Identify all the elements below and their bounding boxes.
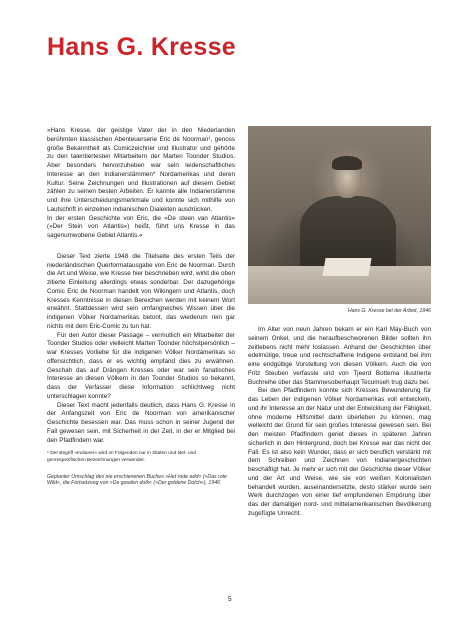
quote-paragraph-2: In der ersten Geschichte von Eric, die »De steen van Atlantis« (»Der Stein von Atlantis«) heißt, führt uns Kresse in das sagenumwobene Gebiet Atlantis.« — [47, 214, 235, 239]
page-title: Hans G. Kresse — [47, 33, 237, 61]
page-number: 5 — [228, 596, 232, 603]
photo-figure-hair — [332, 156, 362, 170]
cover-caption: Geplanter Umschlag des nie erschienenen Buches »Het rode wild« (»Das rote Wild«, die Fortsetzung von »De gouden dolk« (»Der goldene Dolch«), 1946 — [47, 473, 227, 487]
body-paragraph-1: Dieser Text zierte 1948 die Titelseite des ersten Teils der niederländischen Querformatausgabe von Eric de Noorman. Durch die Art und Weise, wie Kresse hier beschrieben wird, wirkt die oben zitierte Einleitung allerdings etwas sonderbar. Der dazugehörige Comic Eric de Noorman handelt von Wikingern und Atlantis, doch Kresses Kenntnisse in diesen Bereichen werden mit keinem Wort erwähnt. Stattdessen wird sein umfangreiches Wissen über die indigenen Völker Nordamerikas betont, das wiederum rein gar nichts mit dem Eric-Comic zu tun hat. — [47, 252, 235, 330]
photo-caption: Hans G. Kresse bei der Arbeit, 1946 — [347, 308, 431, 314]
left-column — [47, 127, 235, 487]
photo-paper — [322, 258, 371, 276]
right-paragraph-1: Im Alter von neun Jahren bekam er ein Karl May-Buch von seinem Onkel, und die heraufbeschworenen Bilder sollten ihn zeitlebens nicht mehr loslassen. Anhand der Geschichten über edelmütige, treue und rechtschaffene Indigene entstand bei ihm eine endgültige Vorstellung von diesen Völkern. Auch die von Fritz Steuben verfasste und von Tjeerd Bottema illustrierte Buchreihe über das Stammesoberhaupt Tecumseh trug dazu bei. — [248, 326, 431, 386]
kresse-photo — [248, 126, 431, 304]
footnote: * Der Begriff »Indianer« wird im Folgenden nur in Zitaten und titel- und genrespezifischen Bezeichnungen verwendet. — [47, 451, 196, 463]
quote-paragraph-1: »Hans Kresse, der geistige Vater der in den Niederlanden berühmten klassischen Abenteuerserie Eric de Noorman¹, genoss große Bekanntheit als Comiczeichner und Illustrator und gehörte zu den talentiertesten Mitarbeitern der Marten Toonder Studios. Aber besonders hervorzuheben war sein leidenschaftliches Interesse an den Indianerstämmen* Nordamerikas und deren Kultur. Seine Zeichnungen und Illustrationen auf diesem Gebiet zählen zu seinen besten Arbeiten. Er kannte alle Indianerstämme und ihre Unterscheidungsmerkmale und konnte sich mithilfe von Lautschrift in einzelnen indianischen Dialekten ausdrücken. — [47, 127, 235, 213]
right-column — [248, 326, 431, 519]
right-paragraph-2: Bei den Pfadfindern konnte sich Kresses Bewunderung für das Leben der indigenen Völker Nordamerikas voll entwickeln, und ihr Interesse an der Natur und der Entwicklung der Fähigkeit, ohne moderne Hilfsmittel darin überleben zu können, mag vielleicht der Grund für sein großes Interesse gewesen sein. Bei den meisten Pfadfindern geriet dieses in späteren Jahren sicherlich in den Hintergrund, doch bei Kresse war das nicht der Fall. Es ist also kein Wunder, dass er sich beruflich verstärkt mit dem Schreiben und Zeichnen von Indianergeschichten beschäftigt hat. Je mehr er sich mit der Geschichte dieser Völker und der Art und Weise, wie sie von weißen Kolonialisten behandelt wurden, auseinandersetzte, desto stärker wurde sein Werk durchzogen von einer tief empfundenen Empörung über das der damaligen nord- und mittelamerikanischen Bevölkerung zugefügte Unrecht. — [248, 387, 431, 517]
body-paragraph-2: Für den Autor dieser Passage – vermutlich ein Mitarbeiter der Toonder Studios oder vielleicht Marten Toonder höchstpersönlich – war Kresses Vorliebe für die indigenen Völker Nordamerikas so offensichtlich, dass er es wichtig empfand dies zu erwähnen. Geschah das auf Drängen Kresses oder war sein fanatisches Interesse an diesen Völkern in den Toonder Studios so bekannt, dass der Verfasser diese Information schlichtweg nicht unterschlagen konnte? — [47, 331, 235, 400]
body-paragraph-3: Dieser Text macht jedenfalls deutlich, dass Hans G. Kresse in der Anfangszeit von Eric de Noorman von amerikanischer Geschichte besessen war. Das muss schon in seiner Jugend der Fall gewesen sein, mit Sicherheit in der Zeit, in der er Mitglied bei den Pfadfindern war. — [47, 401, 235, 444]
